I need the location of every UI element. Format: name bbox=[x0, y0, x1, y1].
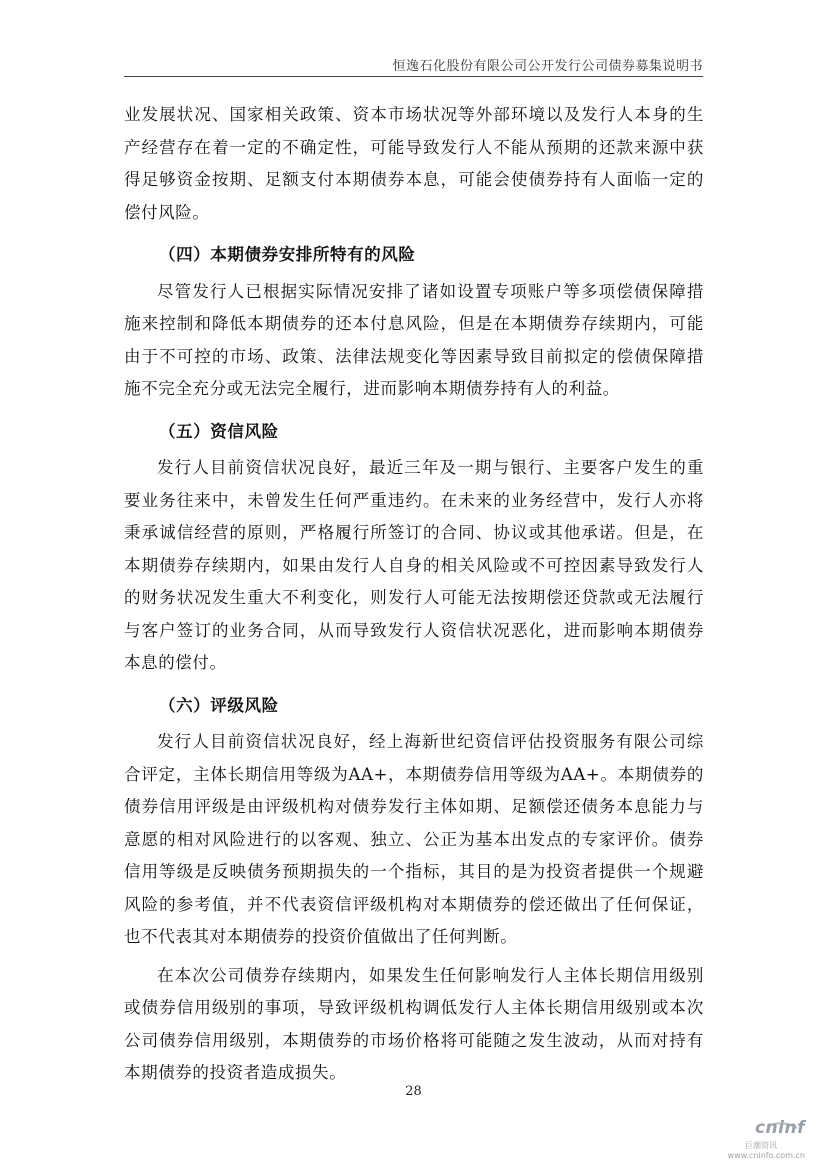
section-heading-6: （六）评级风险 bbox=[159, 695, 279, 715]
section-6-paragraph-2: 在本次公司债券存续期内，如果发生任何影响发行人主体长期信用级别或债券信用级别的事项，导致评级机构调低发行人主体长期信用级别或本次公司债券信用级别，本期债券的市场价格将可能随之发生波动，从而对持有本期债券的投资者造成损失。 bbox=[124, 965, 704, 1082]
header-divider bbox=[124, 76, 703, 77]
section-heading-4: （四）本期债券安排所特有的风险 bbox=[159, 245, 416, 264]
watermark-logo-text: cninf bbox=[754, 1118, 805, 1138]
section-4-paragraph: 尽管发行人已根据实际情况安排了诸如设置专项账户等多项偿债保障措施来控制和降低本期债券的还本付息风险，但是在本期债券存续期内，可能由于不可控的市场、政策、法律法规变化等因素导致目前拟定的偿债保障措施不完全充分或无法完全履行，进而影响本期债券持有人的利益。 bbox=[124, 281, 704, 398]
section-6-paragraph-1: 发行人目前资信状况良好，经上海新世纪资信评估投资服务有限公司综合评定，主体长期信用等级为AA+，本期债券信用等级为AA+。本期债券的债券信用评级是由评级机构对债券发行主体如期、足额偿还债务本息能力与意愿的相对风险进行的以客观、独立、公正为基本出发点的专家评价。债券信用等级是反映债务预期损失的一个指标，其目的是为投资者提供一个规避风险的参考值，并不代表资信评级机构对本期债券的偿还做出了任何保证，也不代表其对本期债券的投资价值做出了任何判断。 bbox=[124, 732, 704, 946]
document-body bbox=[124, 99, 704, 1090]
watermark-url: www.cninfo.com.cn bbox=[727, 1151, 805, 1160]
section-heading-5: （五）资信风险 bbox=[159, 421, 279, 441]
continued-paragraph: 业发展状况、国家相关政策、资本市场状况等外部环境以及发行人本身的生产经营存在着一定的不确定性，可能导致发行人不能从预期的还款来源中获得足够资金按期、足额支付本期债券本息，可能会使债券持有人面临一定的偿付风险。 bbox=[124, 105, 704, 222]
watermark-chinese-text: 巨潮资讯 bbox=[745, 1141, 777, 1150]
page-number: 28 bbox=[405, 1084, 422, 1099]
section-5-paragraph: 发行人目前资信状况良好，最近三年及一期与银行、主要客户发生的重要业务往来中，未曾发生任何严重违约。在未来的业务经营中，发行人亦将秉承诚信经营的原则，严格履行所签订的合同、协议或其他承诺。但是，在本期债券存续期内，如果由发行人自身的相关风险或不可控因素导致发行人的财务状况发生重大不利变化，则发行人可能无法按期偿还贷款或无法履行与客户签订的业务合同，从而导致发行人资信状况恶化，进而影响本期债券本息的偿付。 bbox=[124, 458, 704, 672]
document-header-title: 恒逸石化股份有限公司公开发行公司债券募集说明书 bbox=[392, 59, 703, 74]
